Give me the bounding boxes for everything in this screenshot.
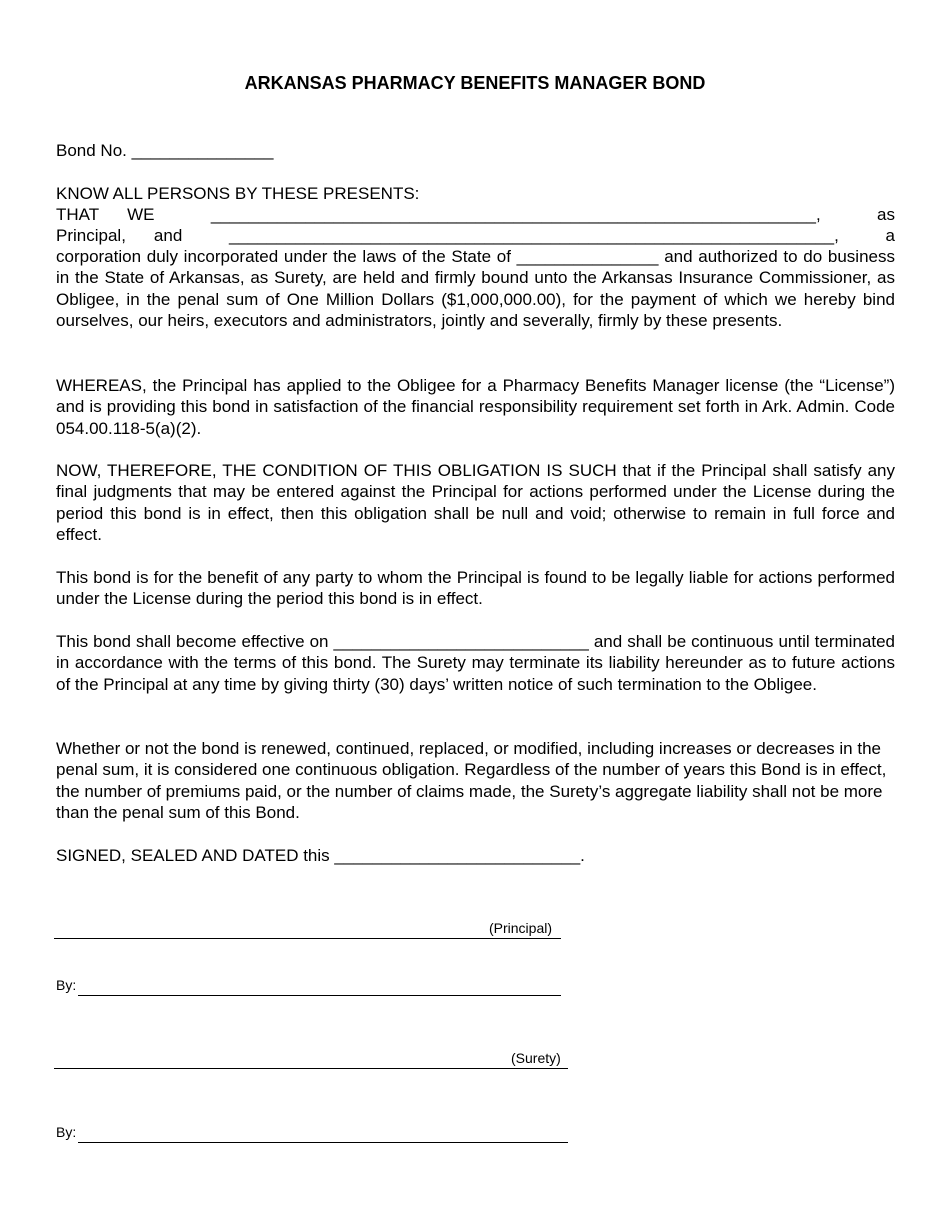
paragraph-effective: This bond shall become effective on ___________________________ and shall be continuous until terminated in accordance with the terms of this bond. The Surety may terminate its liability hereunder as to future actions of the Principal at any time by giving thirty (30) days’ written notice of such termination to the Obligee. (56, 632, 895, 694)
paragraph-benefit: This bond is for the benefit of any party to whom the Principal is found to be legally liable for actions performed under the License during the period this bond is in effect. (56, 568, 895, 609)
principal-signature-line[interactable] (54, 938, 561, 939)
paragraph-binding: corporation duly incorporated under the laws of the State of _______________ and authorized to do business in the State of Arkansas, as Surety, are held and firmly bound unto the Arkansas Insurance Commissioner, as Obligee, in the penal sum of One Million Dollars ($1,000,000.00), for the payment of which we hereby bind ourselves, our heirs, executors and administrators, jointly and severally, firmly by these presents. (56, 247, 895, 331)
and-word: and (153, 226, 183, 245)
we-word: WE (127, 205, 155, 224)
principal-by-signature-line[interactable] (78, 995, 561, 996)
a-word: a (885, 226, 895, 245)
by-label-principal: By: (56, 977, 77, 993)
that-we-line (56, 204, 895, 225)
signed-sealed-dated: SIGNED, SEALED AND DATED this __________________________. (56, 846, 585, 865)
principal-and-line (56, 225, 895, 246)
surety-name-blank[interactable]: ________________________________________________________________, (229, 226, 839, 245)
principal-label: (Principal) (489, 920, 553, 936)
bond-number-field[interactable]: Bond No. _______________ (56, 141, 274, 160)
paragraph-condition: NOW, THEREFORE, THE CONDITION OF THIS OBLIGATION IS SUCH that if the Principal shall satisfy any final judgments that may be entered against the Principal for actions performed under the License during the period this bond is in effect, then this obligation shall be null and void; otherwise to remain in full force and effect. (56, 461, 895, 545)
document-title: ARKANSAS PHARMACY BENEFITS MANAGER BOND (244, 73, 706, 93)
know-all-heading: KNOW ALL PERSONS BY THESE PRESENTS: (56, 184, 420, 203)
paragraph-whereas: WHEREAS, the Principal has applied to the Obligee for a Pharmacy Benefits Manager license (the “License”) and is providing this bond in satisfaction of the financial responsibility requirement set forth in Ark. Admin. Code 054.00.118-5(a)(2). (56, 376, 895, 438)
as-word: as (877, 205, 895, 224)
surety-by-signature-line[interactable] (78, 1142, 568, 1143)
surety-signature-line[interactable] (54, 1068, 568, 1069)
surety-label: (Surety) (511, 1050, 561, 1066)
principal-name-blank[interactable]: ________________________________________________________________, (210, 205, 821, 224)
by-label-surety: By: (56, 1124, 77, 1140)
principal-word: Principal, (56, 226, 126, 245)
that-word: THAT (56, 205, 100, 224)
paragraph-continuous-obligation: Whether or not the bond is renewed, continued, replaced, or modified, including increases or decreases in the penal sum, it is considered one continuous obligation. Regardless of the number of years this Bond is in effect, the number of premiums paid, or the number of claims made, the Surety’s aggregate liability shall not be more than the penal sum of this Bond. (56, 739, 887, 823)
